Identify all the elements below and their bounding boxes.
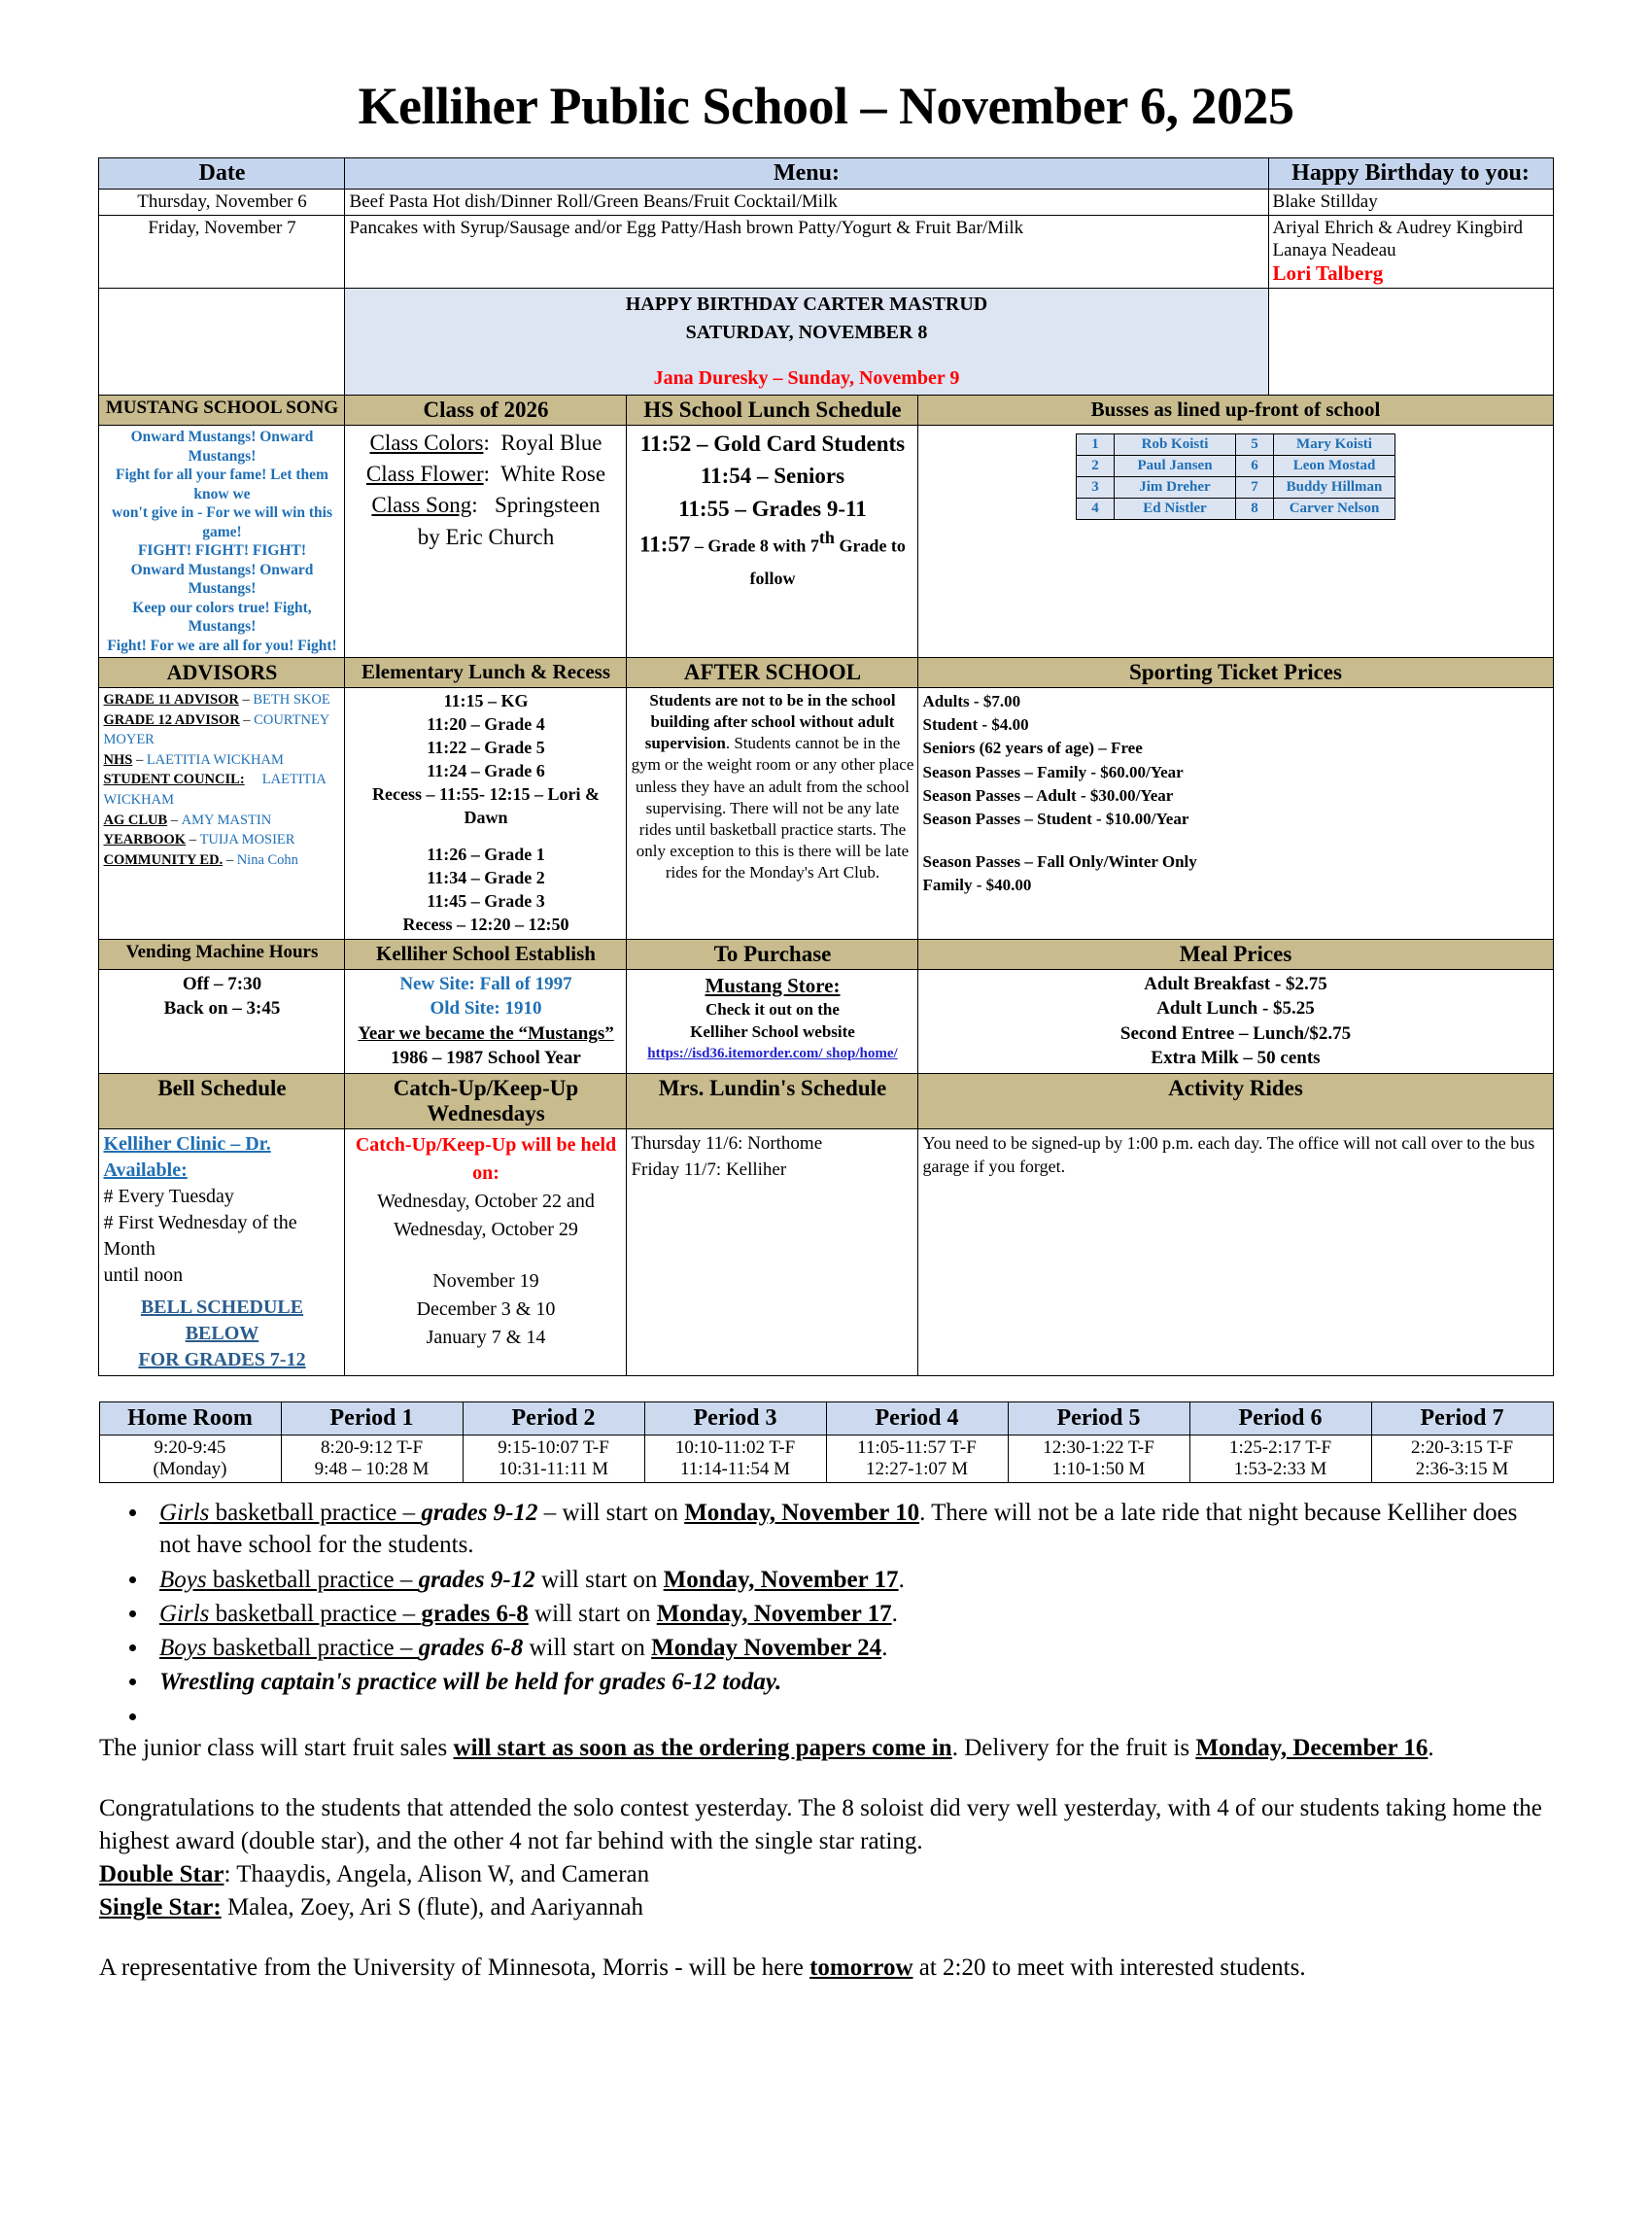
period-time-tf: 8:20-9:12 T-F	[320, 1437, 424, 1459]
catchup-red-line: Catch-Up/Keep-Up will be held on:	[355, 1134, 617, 1185]
purchase-line-1: Check it out on the	[706, 999, 840, 1019]
period-header: Period 1	[281, 1402, 463, 1436]
bullet-mid: basketball practice –	[206, 1566, 419, 1593]
section-content-row-1	[99, 425, 1553, 657]
period-time-tf: 9:20-9:45	[154, 1437, 226, 1459]
period-header: Period 2	[463, 1402, 644, 1436]
header-after-school: AFTER SCHOOL	[627, 658, 918, 688]
class-flower-row: Class Flower: White Rose	[365, 462, 606, 487]
period-time-tf: 2:20-3:15 T-F	[1410, 1437, 1514, 1459]
newsletter-page	[0, 76, 1652, 2214]
header-lundin: Mrs. Lundin's Schedule	[627, 1074, 918, 1129]
elem-line: 11:24 – Grade 6	[427, 760, 545, 780]
class-song-value: Springsteen	[494, 493, 601, 518]
song-line: Fight for all your fame! Let them know we	[116, 467, 328, 502]
advisor-item	[103, 830, 340, 850]
bullet-date: Monday, November 10	[684, 1500, 920, 1527]
advisor-sep: –	[238, 692, 254, 709]
period-header: Period 4	[826, 1402, 1008, 1436]
elem-line: 11:15 – KG	[443, 691, 529, 711]
header-catchup	[345, 1074, 627, 1129]
class-song-row: Class Song: Springsteen	[371, 493, 601, 518]
banner-spacer-left	[99, 288, 345, 395]
bus-driver: Paul Jansen	[1115, 455, 1236, 476]
advisor-name: COURTNEY MOYER	[103, 711, 329, 748]
birthday-name: Ariyal Ehrich & Audrey Kingbird	[1272, 218, 1524, 239]
menu-row-friday	[99, 216, 1553, 289]
period-time-cell	[463, 1436, 644, 1483]
period-time-cell	[281, 1436, 463, 1483]
lunch-last-sup: th	[818, 528, 835, 548]
bus-row	[1077, 455, 1395, 476]
bus-driver: Rob Koisti	[1115, 433, 1236, 455]
period-time-cell	[99, 1436, 281, 1483]
advisor-item	[103, 770, 340, 810]
song-line: Fight! For we are all for you! Fight!	[107, 637, 337, 654]
elem-line: 11:45 – Grade 3	[427, 890, 545, 911]
period-time-cell	[1371, 1436, 1553, 1483]
list-item	[150, 1632, 1553, 1664]
bullet-after: .	[891, 1600, 898, 1627]
menu-date-thursday: Thursday, November 6	[99, 190, 345, 216]
class-song-artist: by Eric Church	[417, 524, 555, 549]
section-content-row-4	[99, 1129, 1553, 1376]
banner-line-2: SATURDAY, NOVEMBER 8	[685, 321, 928, 343]
mustang-store-link[interactable]: https://isd36.itemorder.com/ shop/home/	[647, 1045, 898, 1061]
price-gap	[922, 831, 1548, 850]
establish-info	[345, 969, 627, 1074]
fruit-date: Monday, December 16	[1195, 1734, 1428, 1761]
bus-number: 6	[1236, 455, 1274, 476]
vending-line: Off – 7:30	[182, 973, 262, 994]
class-song-label: Class Song	[371, 493, 472, 518]
header-school-song: MUSTANG SCHOOL SONG	[99, 395, 345, 425]
period-time-m: 1:10-1:50 M	[1051, 1459, 1146, 1480]
header-hs-lunch: HS School Lunch Schedule	[627, 395, 918, 425]
banner-line-3: Jana Duresky – Sunday, November 9	[653, 366, 960, 389]
activity-rides-text: You need to be signed-up by 1:00 p.m. each day. The office will not call over to the bus garage if you forget.	[918, 1129, 1553, 1376]
bus-number: 5	[1236, 433, 1274, 455]
menu-header-row	[99, 158, 1553, 190]
class-flower-value: White Rose	[500, 462, 606, 487]
announcement-bullets	[99, 1497, 1553, 1730]
sporting-prices-list	[918, 688, 1553, 939]
fruit-end: .	[1428, 1734, 1434, 1761]
header-establish: Kelliher School Establish	[345, 939, 627, 969]
purchase-line-2: Kelliher School website	[690, 1021, 855, 1041]
fruit-pre: The junior class will start fruit sales	[99, 1734, 454, 1761]
period-time-m: 1:53-2:33 M	[1233, 1459, 1327, 1480]
bullet-after: .	[881, 1635, 888, 1662]
header-activity-rides: Activity Rides	[918, 1074, 1553, 1129]
birthday-list-friday	[1268, 216, 1553, 289]
to-purchase-info	[627, 969, 918, 1074]
class-2026-info	[345, 425, 627, 657]
elem-line: 11:26 – Grade 1	[427, 844, 545, 864]
period-time-cell	[1008, 1436, 1189, 1483]
bullet-tail: will start on	[534, 1566, 664, 1593]
umn-representative-paragraph	[99, 1952, 1553, 1985]
period-time-cell	[644, 1436, 826, 1483]
clinic-line: # First Wednesday of the Month	[103, 1212, 297, 1261]
list-item	[150, 1497, 1553, 1562]
period-time-tf: 1:25-2:17 T-F	[1228, 1437, 1332, 1459]
bus-driver: Jim Dreher	[1115, 476, 1236, 498]
lunch-line: 11:54 – Seniors	[700, 464, 845, 489]
advisor-role: COMMUNITY ED.	[103, 851, 224, 868]
advisor-role: GRADE 12 ADVISOR	[103, 711, 240, 728]
advisor-name: AMY MASTIN	[181, 812, 272, 828]
bullet-date: Monday November 24	[651, 1635, 882, 1662]
vending-line: Back on – 3:45	[163, 998, 281, 1020]
bus-number: 8	[1236, 498, 1274, 519]
catchup-date: Wednesday, October 22 and	[377, 1191, 595, 1213]
advisor-name: LAETITIA WICKHAM	[146, 751, 284, 768]
lunch-last-time: 11:57	[639, 532, 691, 557]
menu-date-friday: Friday, November 7	[99, 216, 345, 289]
col-header-birthday: Happy Birthday to you:	[1268, 158, 1553, 190]
bell-below-line-2[interactable]: FOR GRADES 7-12	[138, 1349, 306, 1371]
price-line: Adults - $7.00	[922, 692, 1021, 711]
header-vending: Vending Machine Hours	[99, 939, 345, 969]
header-to-purchase: To Purchase	[627, 939, 918, 969]
header-advisors: ADVISORS	[99, 658, 345, 688]
period-time-m: 9:48 – 10:28 M	[314, 1459, 430, 1480]
period-time-tf: 10:10-11:02 T-F	[674, 1437, 796, 1459]
bus-row	[1077, 433, 1395, 455]
advisor-sep: –	[239, 711, 255, 728]
section-header-row-4	[99, 1074, 1553, 1129]
header-bell-schedule: Bell Schedule	[99, 1074, 345, 1129]
umn-pre: A representative from the University of Minnesota, Morris - will be here	[99, 1954, 810, 1981]
umn-bold: tomorrow	[809, 1954, 913, 1981]
advisor-sep: –	[223, 851, 237, 868]
lundin-schedule	[627, 1129, 918, 1376]
period-time-tf: 9:15-10:07 T-F	[498, 1437, 609, 1459]
period-time-m: (Monday)	[153, 1459, 227, 1480]
bullet-grades: grades 6-8	[418, 1635, 524, 1662]
meal-line: Second Entree – Lunch/$2.75	[1119, 1022, 1352, 1044]
double-star-value: : Thaaydis, Angela, Alison W, and Cameran	[224, 1860, 650, 1887]
birthday-banner-row	[99, 288, 1553, 395]
advisor-item	[103, 750, 340, 771]
bullet-gender: Boys	[159, 1635, 207, 1662]
meal-line: Adult Lunch - $5.25	[1156, 998, 1315, 1020]
price-line: Student - $4.00	[922, 715, 1029, 735]
song-line: won't give in - For we will win this game!	[111, 504, 333, 540]
after-school-bold: Students are not to be in the school building after school without adult supervision	[644, 691, 896, 753]
period-time-tf: 11:05-11:57 T-F	[857, 1437, 977, 1459]
meal-line: Adult Breakfast - $2.75	[1144, 973, 1327, 994]
lunch-line: 11:55 – Grades 9-11	[678, 496, 867, 521]
school-song-lyrics	[99, 425, 345, 657]
bullet-grades: grades 6-8	[421, 1600, 529, 1627]
double-star-line	[99, 1858, 1553, 1891]
birthday-name-highlight: Lori Talberg	[1272, 261, 1384, 286]
clinic-line: # Every Tuesday	[103, 1186, 234, 1208]
bullet-tail: will start on	[528, 1600, 657, 1627]
bullet-gender: Girls	[159, 1500, 210, 1527]
list-item	[150, 1564, 1553, 1596]
elem-line: 11:22 – Grade 5	[427, 738, 545, 758]
bullet-grades: grades 9-12	[418, 1566, 535, 1593]
advisor-name: Nina Cohn	[236, 851, 298, 868]
song-line: Onward Mustangs! Onward Mustangs!	[130, 561, 314, 598]
class-colors-row: Class Colors: Royal Blue	[369, 430, 602, 455]
song-line: FIGHT! FIGHT! FIGHT!	[137, 542, 307, 560]
advisor-sep: –	[167, 812, 182, 828]
lunch-last-rest: – Grade 8 with 7	[690, 536, 819, 556]
wrestling-text: Wrestling captain's practice will be held for grades 6-12 today.	[159, 1669, 782, 1696]
lunch-line: 11:52 – Gold Card Students	[639, 431, 906, 456]
bus-driver: Ed Nistler	[1115, 498, 1236, 519]
col-header-date: Date	[99, 158, 345, 190]
section-content-row-3	[99, 969, 1553, 1074]
elem-recess-line: Recess – 11:55- 12:15 – Lori & Dawn	[372, 783, 600, 827]
advisor-sep: –	[186, 832, 200, 848]
period-time-cell	[1189, 1436, 1371, 1483]
bus-number: 3	[1077, 476, 1115, 498]
lunch-line-last	[631, 525, 913, 593]
class-flower-label: Class Flower	[365, 462, 484, 487]
banner-line-1: HAPPY BIRTHDAY CARTER MASTRUD	[625, 293, 988, 315]
clinic-title[interactable]: Kelliher Clinic – Dr. Available:	[103, 1133, 271, 1182]
lundin-line: Thursday 11/6: Northome	[631, 1133, 823, 1155]
bus-number: 7	[1236, 476, 1274, 498]
section-header-row-3	[99, 939, 1553, 969]
catchup-gap	[349, 1244, 622, 1267]
period-header: Home Room	[99, 1402, 281, 1436]
advisor-sep: –	[132, 751, 147, 768]
after-school-text	[627, 688, 918, 939]
period-time-m: 10:31-11:11 M	[498, 1459, 609, 1480]
song-line: Keep our colors true! Fight, Mustangs!	[132, 599, 312, 636]
advisor-name: TUIJA MOSIER	[199, 832, 295, 848]
section-content-row-2	[99, 688, 1553, 939]
period-header: Period 6	[1189, 1402, 1371, 1436]
elem-line: 11:20 – Grade 4	[427, 714, 545, 735]
price-line: Season Passes – Adult - $30.00/Year	[922, 785, 1174, 805]
mustang-store-label: Mustang Store:	[705, 973, 841, 997]
col-header-menu: Menu:	[345, 158, 1268, 190]
old-site-line: Old Site: 1910	[430, 998, 542, 1020]
catchup-header-line-1: Catch-Up/Keep-Up	[393, 1076, 579, 1101]
bullet-grades: grades 9-12	[421, 1500, 538, 1527]
bell-clinic-info	[99, 1129, 345, 1376]
period-time-tf: 12:30-1:22 T-F	[1043, 1437, 1154, 1459]
birthday-banner	[345, 288, 1268, 395]
list-item-empty	[150, 1701, 1553, 1730]
advisor-item	[103, 811, 340, 831]
price-line: Seniors (62 years of age) – Free	[922, 739, 1143, 758]
price-line: Season Passes – Family - $60.00/Year	[922, 762, 1184, 781]
advisor-name: LAETITIA WICKHAM	[103, 772, 327, 809]
bullet-mid: basketball practice –	[209, 1600, 422, 1627]
bus-driver: Buddy Hillman	[1274, 476, 1395, 498]
bullet-gender: Boys	[159, 1566, 207, 1593]
bus-row	[1077, 498, 1395, 519]
advisor-item	[103, 690, 340, 710]
after-school-rest: . Students cannot be in the gym or the weight room or any other place unless they have an adult from the school supervising. There will not be any late rides until basketball practice starts. The only exception to this is there will be late rides for the Monday's Art Club.	[631, 734, 914, 882]
elem-line: 11:34 – Grade 2	[427, 867, 545, 887]
header-busses: Busses as lined up-front of school	[918, 395, 1553, 425]
advisor-role: YEARBOOK	[103, 832, 187, 848]
solo-contest-paragraph: Congratulations to the students that attended the solo contest yesterday. The 8 soloist did very well yesterday, with 4 of our students taking home the highest award (double star), and the other 4 not far behind with the single star rating.	[99, 1794, 1542, 1854]
bell-period-table	[99, 1401, 1554, 1483]
birthday-list-thursday	[1268, 190, 1553, 216]
bullet-mid: basketball practice –	[209, 1500, 422, 1527]
meal-prices-list	[918, 969, 1553, 1074]
single-star-line	[99, 1891, 1553, 1924]
bus-driver: Leon Mostad	[1274, 455, 1395, 476]
advisor-role: NHS	[103, 751, 133, 768]
class-colors-value: Royal Blue	[500, 430, 602, 455]
bus-table	[1076, 433, 1395, 520]
catchup-date: Wednesday, October 29	[394, 1219, 578, 1241]
period-time-m: 11:14-11:54 M	[679, 1459, 791, 1480]
price-extra-line: Season Passes – Fall Only/Winter Only	[922, 851, 1197, 871]
bullet-tail: will start on	[523, 1635, 652, 1662]
period-times-row	[99, 1436, 1553, 1483]
bus-number: 4	[1077, 498, 1115, 519]
class-colors-label: Class Colors	[369, 430, 484, 455]
single-star-label: Single Star:	[99, 1893, 222, 1920]
period-time-m: 2:36-3:15 M	[1415, 1459, 1509, 1480]
period-header: Period 7	[1371, 1402, 1553, 1436]
page-title: Kelliher Public School – November 6, 2025	[358, 77, 1294, 135]
header-elementary-lunch: Elementary Lunch & Recess	[345, 658, 627, 688]
bullet-after: .	[898, 1566, 905, 1593]
period-header: Period 3	[644, 1402, 826, 1436]
period-time-cell	[826, 1436, 1008, 1483]
advisor-role: GRADE 11 ADVISOR	[103, 692, 239, 709]
menu-items-friday: Pancakes with Syrup/Sausage and/or Egg Patty/Hash brown Patty/Yogurt & Fruit Bar/Milk	[345, 216, 1268, 289]
umn-post: at 2:20 to meet with interested students.	[912, 1954, 1306, 1981]
advisor-name: BETH SKOE	[253, 692, 330, 709]
bus-number: 1	[1077, 433, 1115, 455]
period-header: Period 5	[1008, 1402, 1189, 1436]
bullet-date: Monday, November 17	[663, 1566, 899, 1593]
list-item	[150, 1598, 1553, 1630]
birthday-name: Lanaya Neadeau	[1272, 239, 1396, 260]
advisor-item	[103, 710, 340, 750]
bullet-mid: basketball practice –	[206, 1635, 419, 1662]
catchup-future-date: December 3 & 10	[416, 1298, 556, 1321]
advisor-role: STUDENT COUNCIL:	[103, 772, 245, 788]
header-meal-prices: Meal Prices	[918, 939, 1553, 969]
advisor-item	[103, 850, 340, 871]
elementary-schedule	[345, 688, 627, 939]
lundin-line: Friday 11/7: Kelliher	[631, 1159, 787, 1180]
double-star-label: Double Star	[99, 1860, 224, 1887]
bus-row	[1077, 476, 1395, 498]
advisor-sep	[245, 772, 262, 787]
mustangs-year-label: Year we became the “Mustangs”	[358, 1022, 614, 1044]
elem-gap	[349, 830, 622, 844]
section-header-row-1	[99, 395, 1553, 425]
menu-row-thursday	[99, 190, 1553, 216]
bus-driver: Mary Koisti	[1274, 433, 1395, 455]
header-sporting-prices: Sporting Ticket Prices	[918, 658, 1553, 688]
bullet-date: Monday, November 17	[656, 1600, 892, 1627]
bus-number: 2	[1077, 455, 1115, 476]
fruit-sales-paragraph	[99, 1732, 1553, 1765]
clinic-line: until noon	[103, 1264, 184, 1287]
catchup-future-date: November 19	[432, 1270, 539, 1293]
mustangs-year-value: 1986 – 1987 School Year	[391, 1048, 581, 1069]
catchup-future-date: January 7 & 14	[426, 1327, 546, 1349]
bell-below-line-1[interactable]: BELL SCHEDULE BELOW	[140, 1297, 304, 1345]
catchup-header-line-2: Wednesdays	[427, 1101, 545, 1126]
price-line: Season Passes – Student - $10.00/Year	[922, 809, 1189, 828]
single-star-value: Malea, Zoey, Ari S (flute), and Aariyannah	[221, 1893, 644, 1920]
vending-hours	[99, 969, 345, 1074]
lunch-last-tail: Grade to follow	[749, 536, 906, 589]
bus-lineup-cell	[918, 425, 1553, 657]
bullet-after: . There will not be a late ride that night because Kelliher does not have school for the students.	[159, 1500, 1518, 1559]
catchup-dates	[345, 1129, 627, 1376]
song-line: Onward Mustangs! Onward Mustangs!	[130, 428, 314, 465]
new-site-line: New Site: Fall of 1997	[399, 973, 572, 994]
banner-spacer-right	[1268, 288, 1553, 395]
menu-items-thursday: Beef Pasta Hot dish/Dinner Roll/Green Beans/Fruit Cocktail/Milk	[345, 190, 1268, 216]
hs-lunch-schedule	[627, 425, 918, 657]
bullet-tail: – will start on	[537, 1500, 685, 1527]
list-item-wrestling	[150, 1666, 1553, 1698]
section-header-row-2	[99, 658, 1553, 688]
fruit-bold: will start as soon as the ordering papers come in	[453, 1734, 952, 1761]
meal-line: Extra Milk – 50 cents	[1151, 1048, 1321, 1069]
bullet-gender: Girls	[159, 1600, 210, 1627]
header-class-2026: Class of 2026	[345, 395, 627, 425]
period-time-m: 12:27-1:07 M	[865, 1459, 969, 1480]
fruit-mid: . Delivery for the fruit is	[951, 1734, 1196, 1761]
bus-driver: Carver Nelson	[1274, 498, 1395, 519]
elem-recess-line: Recess – 12:20 – 12:50	[402, 914, 569, 934]
period-header-row	[99, 1402, 1553, 1436]
birthday-name: Blake Stillday	[1272, 191, 1378, 212]
advisor-role: AG CLUB	[103, 812, 168, 828]
price-extra-line: Family - $40.00	[922, 876, 1032, 895]
info-table	[98, 157, 1553, 1376]
advisors-list	[99, 688, 345, 939]
